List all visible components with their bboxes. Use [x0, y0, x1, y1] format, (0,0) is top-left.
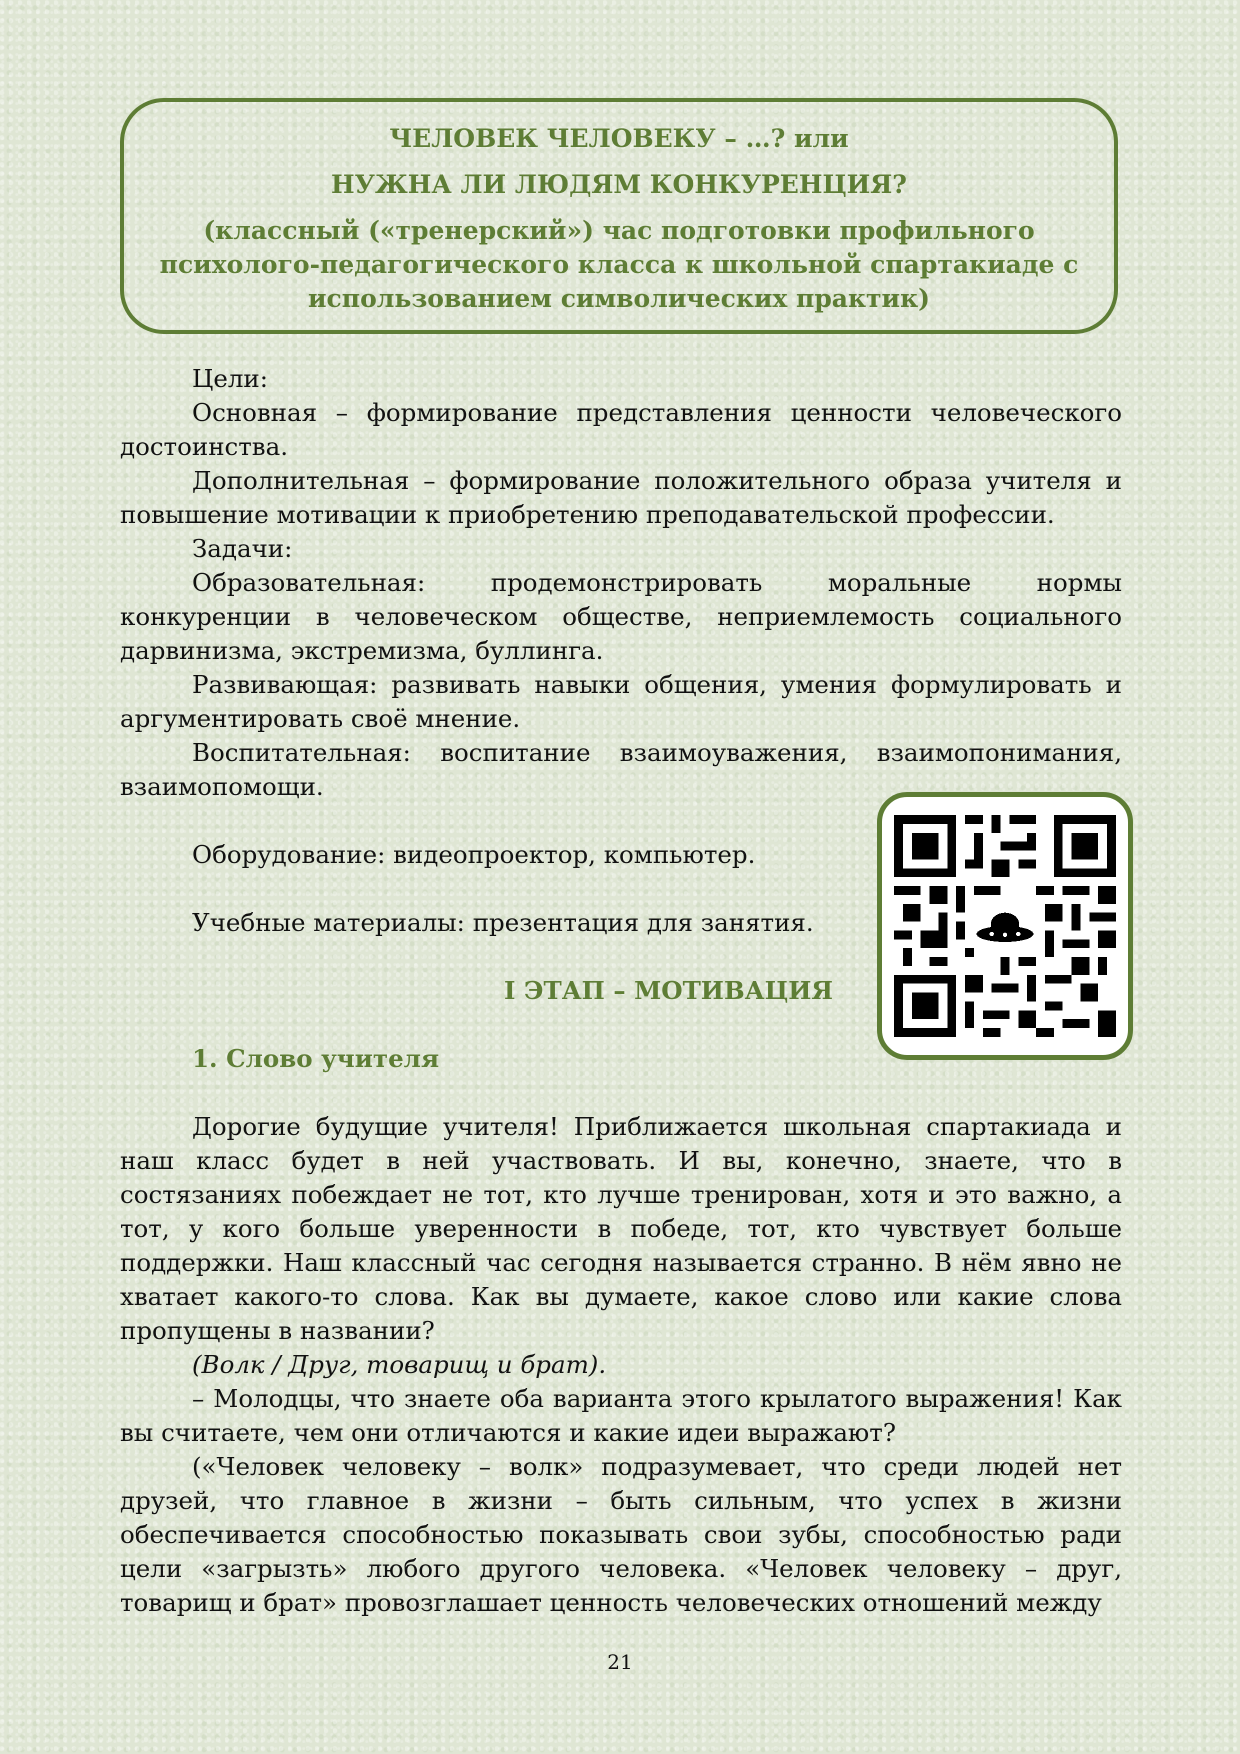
task-upbringing: Воспитательная: воспитание взаимоуважения, взаимопонимания, взаимопомощи. — [120, 738, 1122, 801]
stage-title: I ЭТАП – МОТИВАЦИЯ — [504, 976, 834, 1005]
subheading: 1. Слово учителя — [192, 1044, 440, 1073]
paragraph-4: («Человек человеку – волк» подразумевает, что среди людей нет друзей, что главное в жизни – быть сильным, что успех в жизни обеспечивается способностью показывать свои зубы, способностью ради цели «загрызть» любого другого человека. «Человек человеку – друг, товарищ и брат» провозглашает ценность человеческих отношений между — [120, 1452, 1122, 1617]
materials: Учебные материалы: презентация для занятия. — [192, 908, 814, 937]
qr-code-box[interactable] — [877, 792, 1133, 1060]
goal-main: Основная – формирование представления ценности человеческого достоинства. — [120, 398, 1122, 461]
qr-code-icon — [894, 811, 1116, 1041]
title-box — [120, 98, 1118, 334]
paragraph-1: Дорогие будущие учителя! Приближается школьная спартакиада и наш класс будет в ней участвовать. И вы, конечно, знаете, что в состязаниях побеждает не тот, кто лучше тренирован, хотя и это важно, а тот, у кого больше уверенности в победе, тот, кто чувствует больше поддержки. Наш классный час сегодня называется странно. В нём явно не хватает какого-то слова. Как вы думаете, какое слово или какие слова пропущены в названии? — [120, 1112, 1122, 1345]
goals-heading: Цели: — [192, 364, 269, 393]
page-number: 21 — [607, 1650, 633, 1674]
tasks-heading: Задачи: — [192, 534, 293, 563]
task-educational: Образовательная: продемонстрировать моральные нормы конкуренции в человеческом обществе, неприемлемость социального дарвинизма, экстремизма, буллинга. — [120, 568, 1122, 665]
goal-extra: Дополнительная – формирование положительного образа учителя и повышение мотивации к приобретению преподавательской профессии. — [120, 466, 1122, 529]
title-subtitle: (классный («тренерский») час подготовки профильного психолого-педагогического класса к школьной спартакиаде с использованием символических практик) — [159, 216, 1079, 313]
task-developing: Развивающая: развивать навыки общения, умения формулировать и аргументировать своё мнение. — [120, 670, 1122, 733]
paragraph-2: (Волк / Друг, товарищ и брат). — [192, 1350, 607, 1379]
title-line-2: НУЖНА ЛИ ЛЮДЯМ КОНКУРЕНЦИЯ? — [331, 170, 907, 199]
equipment: Оборудование: видеопроектор, компьютер. — [192, 840, 756, 869]
paragraph-3: – Молодцы, что знаете оба варианта этого крылатого выражения! Как вы считаете, чем они отличаются и какие идеи выражают? — [120, 1384, 1122, 1447]
title-line-1: ЧЕЛОВЕК ЧЕЛОВЕКУ – …? или — [389, 124, 849, 153]
